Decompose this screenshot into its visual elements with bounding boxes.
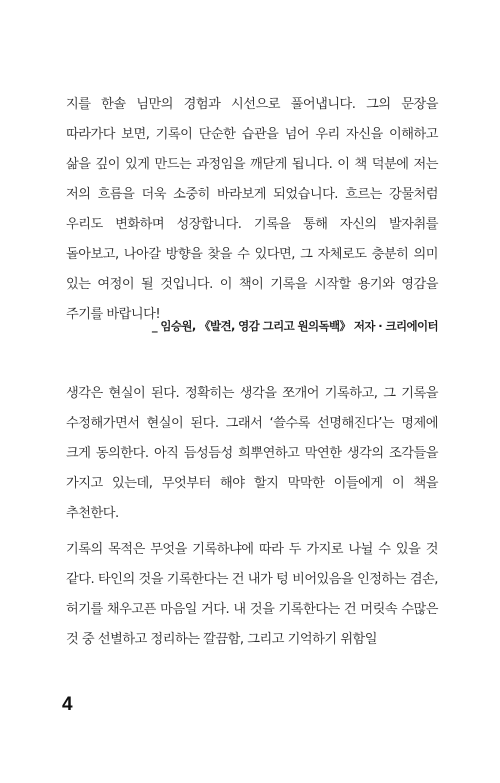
page-number: 4 xyxy=(62,694,73,715)
endorsement-paragraph-3: 기록의 목적은 무엇을 기록하냐에 따라 두 가지로 나뉠 수 있을 것 같다. 타인의 것을 기록한다는 건 내가 텅 비어있음을 인정하는 겸손, 허기를 채우고픈 마음일 거다. 내 것을 기록한다는 건 머릿속 수많은 것 중 선별하고 정리하는 깔끔함, 그리고 기억하기 위함일 xyxy=(66,542,438,647)
endorsement-paragraph-2: 생각은 현실이 된다. 정확히는 생각을 쪼개어 기록하고, 그 기록을 수정해가면서 현실이 된다. 그래서 ‘쓸수록 선명해진다’는 명제에 크게 동의한다. 아직 듬성듬성 희뿌연하고 막연한 생각의 조각들을 가지고 있는데, 무엇부터 해야 할지 막막한 이들에게 이 책을 추천한다. xyxy=(66,386,438,521)
endorsement-paragraph-1: 지를 한솔 님만의 경험과 시선으로 풀어냅니다. 그의 문장을 따라가다 보면, 기록이 단순한 습관을 넘어 우리 자신을 이해하고 삶을 깊이 있게 만드는 과정임을 깨닫게 됩니다. 이 책 덕분에 저는 저의 흐름을 더욱 소중히 바라보게 되었습니다. 흐르는 강물처럼 우리도 변화하며 성장합니다. 기록을 통해 자신의 발자취를 돌아보고, 나아갈 방향을 찾을 수 있다면, 그 자체로도 충분히 의미 있는 여정이 될 것입니다. 이 책이 기록을 시작할 용기와 영감을 주기를 바랍니다! xyxy=(66,97,438,322)
endorsement-credit: _ 임승원, 《발견, 영감 그리고 원의독백》 저자 · 크리에이터 xyxy=(151,319,438,333)
